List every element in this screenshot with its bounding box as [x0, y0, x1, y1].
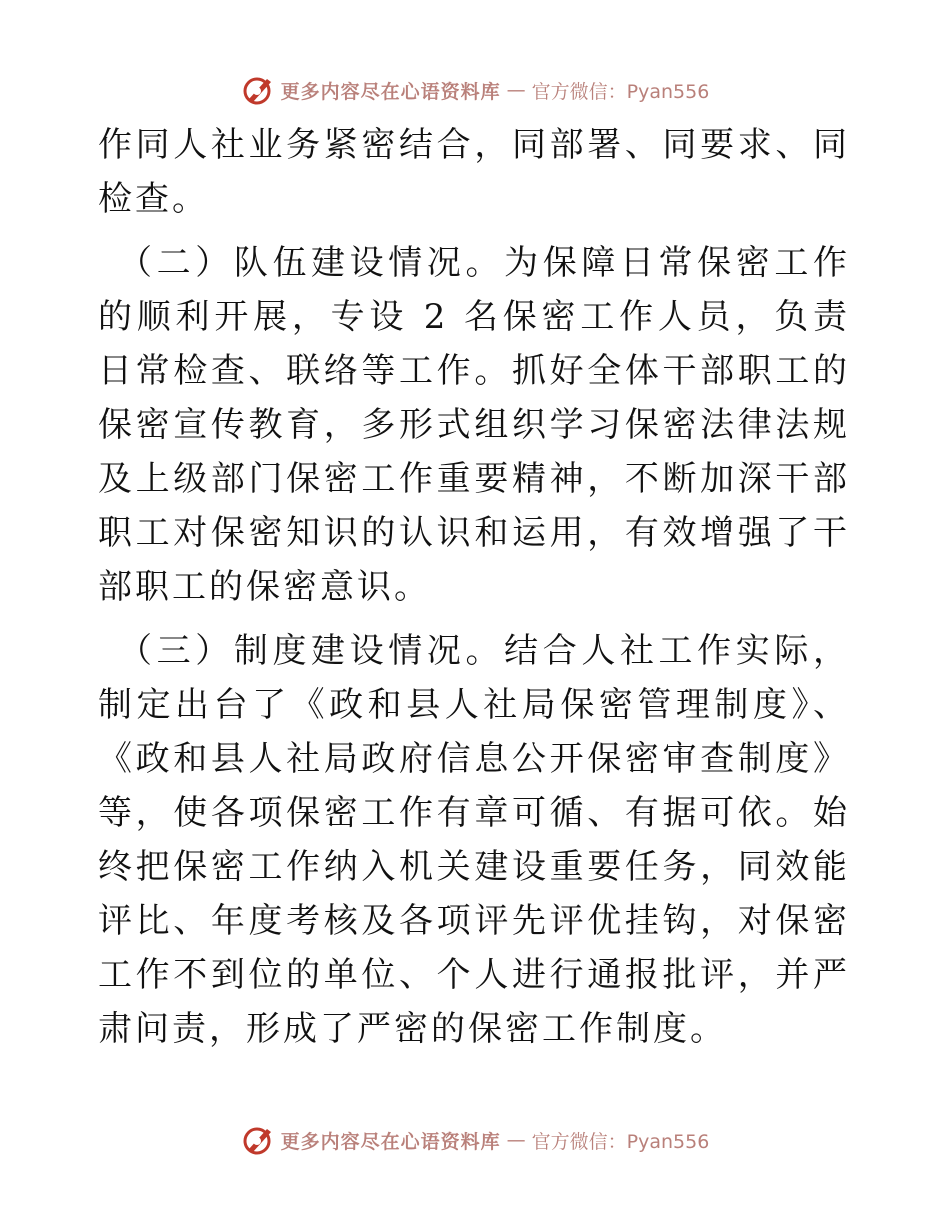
document-body	[98, 118, 850, 1056]
watermark-dash: —	[506, 79, 526, 101]
pen-logo-icon	[241, 73, 275, 107]
watermark-brand: 更多内容尽在心语资料库	[280, 1130, 501, 1153]
watermark-wechat: 官方微信：Pyan556	[531, 1130, 710, 1153]
watermark-wechat: 官方微信：Pyan556	[531, 80, 710, 103]
footer-watermark	[0, 1120, 950, 1160]
paragraph-continuation: 作同人社业务紧密结合，同部署、同要求、同检查。	[98, 125, 850, 219]
watermark-dash: —	[506, 1129, 526, 1151]
watermark-brand: 更多内容尽在心语资料库	[280, 80, 501, 103]
header-watermark	[0, 70, 950, 110]
paragraph-team-building: （二）队伍建设情况。为保障日常保密工作的顺利开展，专设 2 名保密工作人员，负责日常检查、联络等工作。抓好全体干部职工的保密宣传教育，多形式组织学习保密法律法规及上级部门保密工作重要精神，不断加深干部职工对保密知识的认识和运用，有效增强了干部职工的保密意识。	[98, 243, 850, 607]
pen-logo-icon	[241, 1123, 275, 1157]
paragraph-system-building: （三）制度建设情况。结合人社工作实际，制定出台了《政和县人社局保密管理制度》、《政和县人社局政府信息公开保密审查制度》等，使各项保密工作有章可循、有据可依。始终把保密工作纳入机关建设重要任务，同效能评比、年度考核及各项评先评优挂钩，对保密工作不到位的单位、个人进行通报批评，并严肃问责，形成了严密的保密工作制度。	[98, 631, 850, 1049]
